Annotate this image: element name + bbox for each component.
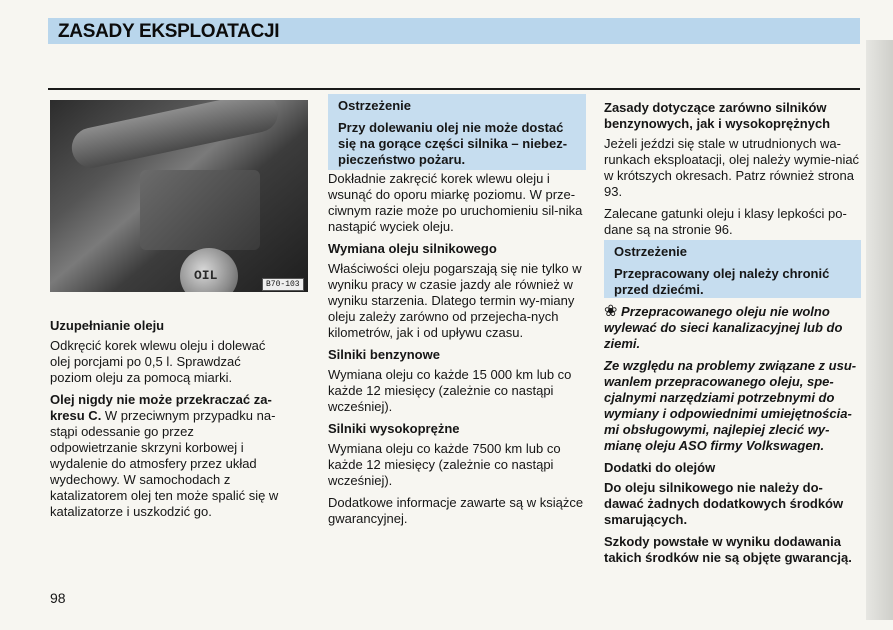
warning-body: Przepracowany olej należy chronić przed dziećmi. xyxy=(614,266,830,297)
photo-code: B70-103 xyxy=(262,278,304,291)
section-title: ZASADY EKSPLOATACJI xyxy=(58,21,280,42)
warning-box-children xyxy=(604,240,861,298)
paragraph-topping-up: Odkręcić korek wlewu oleju i dolewać olej porcjami po 0,5 l. Sprawdzać poziom oleju za pomocą miarki. xyxy=(50,338,266,385)
heading-diesel-engines: Silniki wysokoprężne xyxy=(328,421,460,436)
page-edge xyxy=(866,40,893,620)
paragraph-environment-2: Ze względu na problemy związane z usu-wanlem przepracowanego oleju, spe-cjalnymi narzędziami potrzebnymi do wymiany i odpowiednimi umiejętnościa-mi obsługowymi, najlepiej zlecić wy-mianę oleju ASO firmy Volkswagen. xyxy=(604,358,857,453)
paragraph-petrol-interval: Wymiana oleju co każde 15 000 km lub co każde 12 miesięcy (zależnie co nastąpi wcześniej). xyxy=(328,367,572,414)
top-rule xyxy=(48,88,860,90)
heading-additives: Dodatki do olejów xyxy=(604,460,716,475)
column-middle xyxy=(328,171,586,533)
paragraph-additives-2: Szkody powstałe w wyniku dodawania takich środków nie są objęte gwarancją. xyxy=(604,534,852,565)
column-right xyxy=(604,100,861,244)
photo-hose xyxy=(68,100,282,171)
paragraph-environment-1 xyxy=(604,304,861,352)
environment-icon: ❀ xyxy=(604,303,618,320)
paragraph-close-cap: Dokładnie zakręcić korek wlewu oleju i wsunąć do oporu miarkę poziomu. W prze-ciwnym razie może po uruchomieniu sil-nika nastąpić wyciek oleju. xyxy=(328,171,583,234)
paragraph-oil-grades: Zalecane gatunki oleju i klasy lepkości po-dane są na stronie 96. xyxy=(604,206,847,237)
paragraph-additives-1: Do oleju silnikowego nie należy do-dawać żadnych dodatkowych środków smarujących. xyxy=(604,480,844,527)
section-header-bar xyxy=(48,18,860,44)
oil-cap-label: OIL xyxy=(194,268,218,283)
max-level-warning: Olej nigdy nie może przekraczać za-kresu C. xyxy=(50,392,272,423)
heading-both-engines: Zasady dotyczące zarówno silników benzynowych, jak i wysokoprężnych xyxy=(604,100,831,131)
max-level-text: W przeciwnym przypadku na-stąpi odessanie go przez odpowietrzanie skrzyni korbowej i wydalenie do atmosfery przez układ wydechowy. W samochodach z katalizatorem olej ten może spalić się w katalizatorze i uszkodzić go. xyxy=(50,408,279,519)
paragraph-max-level xyxy=(50,392,280,520)
paragraph-oil-change: Właściwości oleju pogarszają się nie tylko w wyniku pracy w czasie jazdy ale również w wyniku starzenia. Dlatego termin wy-miany oleju zależy zarówno od przejecha-nych kilometrów, jak i od upływu czasu. xyxy=(328,261,582,340)
column-left xyxy=(50,314,280,526)
warning-box-hot-parts xyxy=(328,94,586,170)
heading-petrol-engines: Silniki benzynowe xyxy=(328,347,440,362)
heading-oil-change: Wymiana oleju silnikowego xyxy=(328,241,497,256)
warning-body: Przy dolewaniu olej nie może dostać się na gorące części silnika – niebez-pieczeństwo pożaru. xyxy=(338,120,568,167)
paragraph-diesel-interval: Wymiana oleju co każde 7500 km lub co każde 12 miesięcy (zależnie co nastąpi wcześniej). xyxy=(328,441,561,488)
warning-heading: Ostrzeżenie xyxy=(614,244,687,259)
column-right-lower xyxy=(604,304,861,572)
heading-topping-up: Uzupełnianie oleju xyxy=(50,318,165,333)
warning-heading: Ostrzeżenie xyxy=(338,98,411,113)
paragraph-warranty-book: Dodatkowe informacje zawarte są w książce gwarancyjnej. xyxy=(328,495,584,526)
photo-engine-block xyxy=(140,170,260,250)
engine-oil-filler-photo xyxy=(50,100,308,292)
paragraph-harsh-conditions: Jeżeli jeździ się stale w utrudnionych wa-runkach eksploatacji, olej należy wymie-niać w krótszych okresach. Patrz również strona 93. xyxy=(604,136,860,199)
environment-text-1: Przepracowanego oleju nie wolno wylewać do sieci kanalizacyjnej lub do ziemi. xyxy=(604,304,843,351)
page-number: 98 xyxy=(50,590,66,606)
